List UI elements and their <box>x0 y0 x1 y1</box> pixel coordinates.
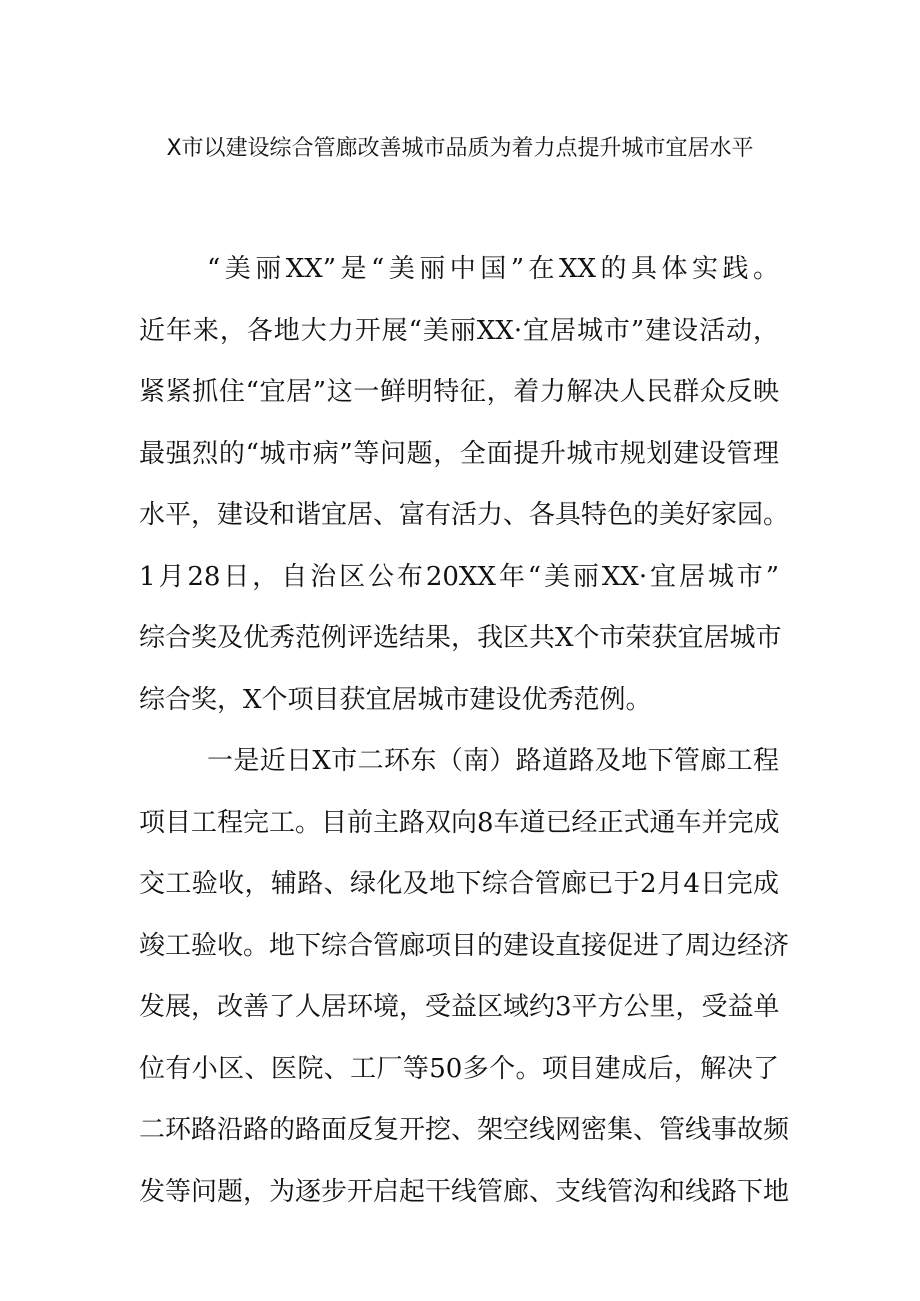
text-line: 1月28日，自治区公布20XX年“美丽XX·宜居城市” <box>139 561 779 592</box>
text-line: 最强烈的“城市病”等问题，全面提升城市规划建设管理 <box>139 438 779 469</box>
text-line: 二环路沿路的路面反复开挖、架空线网密集、管线事故频 <box>139 1115 790 1145</box>
text-line: 综合奖及优秀范例评选结果，我区共X个市荣获宜居城市 <box>139 623 782 653</box>
text-line: 竣工验收。地下综合管廊项目的建设直接促进了周边经济 <box>139 930 790 961</box>
text-line: 近年来，各地大力开展“美丽XX·宜居城市”建设活动， <box>139 315 779 346</box>
paragraph-project <box>139 735 790 1227</box>
text-line: 发展，改善了人居环境，受益区域约3平方公里，受益单 <box>139 992 780 1022</box>
document-title: X市以建设综合管廊改善城市品质为着力点提升城市宜居水平 <box>166 136 754 161</box>
text-line: 综合奖，X个项目获宜居城市建设优秀范例。 <box>139 684 652 715</box>
paragraph-intro <box>139 243 790 735</box>
text-line: 一是近日X市二环东（南）路道路及地下管廊工程 <box>207 746 779 776</box>
document-body <box>139 243 790 1227</box>
text-line: 发等问题，为逐步开启起干线管廊、支线管沟和线路下地 <box>139 1176 790 1207</box>
text-line: 紧紧抓住“宜居”这一鲜明特征，着力解决人民群众反映 <box>139 377 779 407</box>
text-line: 交工验收，辅路、绿化及地下综合管廊已于2月4日完成 <box>139 869 779 899</box>
text-line: “美丽XX”是“美丽中国”在XX的具体实践。 <box>207 254 779 284</box>
text-line: 水平，建设和谐宜居、富有活力、各具特色的美好家园。 <box>139 500 790 530</box>
text-line: 位有小区、医院、工厂等50多个。项目建成后，解决了 <box>139 1053 779 1084</box>
text-line: 项目工程完工。目前主路双向8车道已经正式通车并完成 <box>139 807 780 838</box>
